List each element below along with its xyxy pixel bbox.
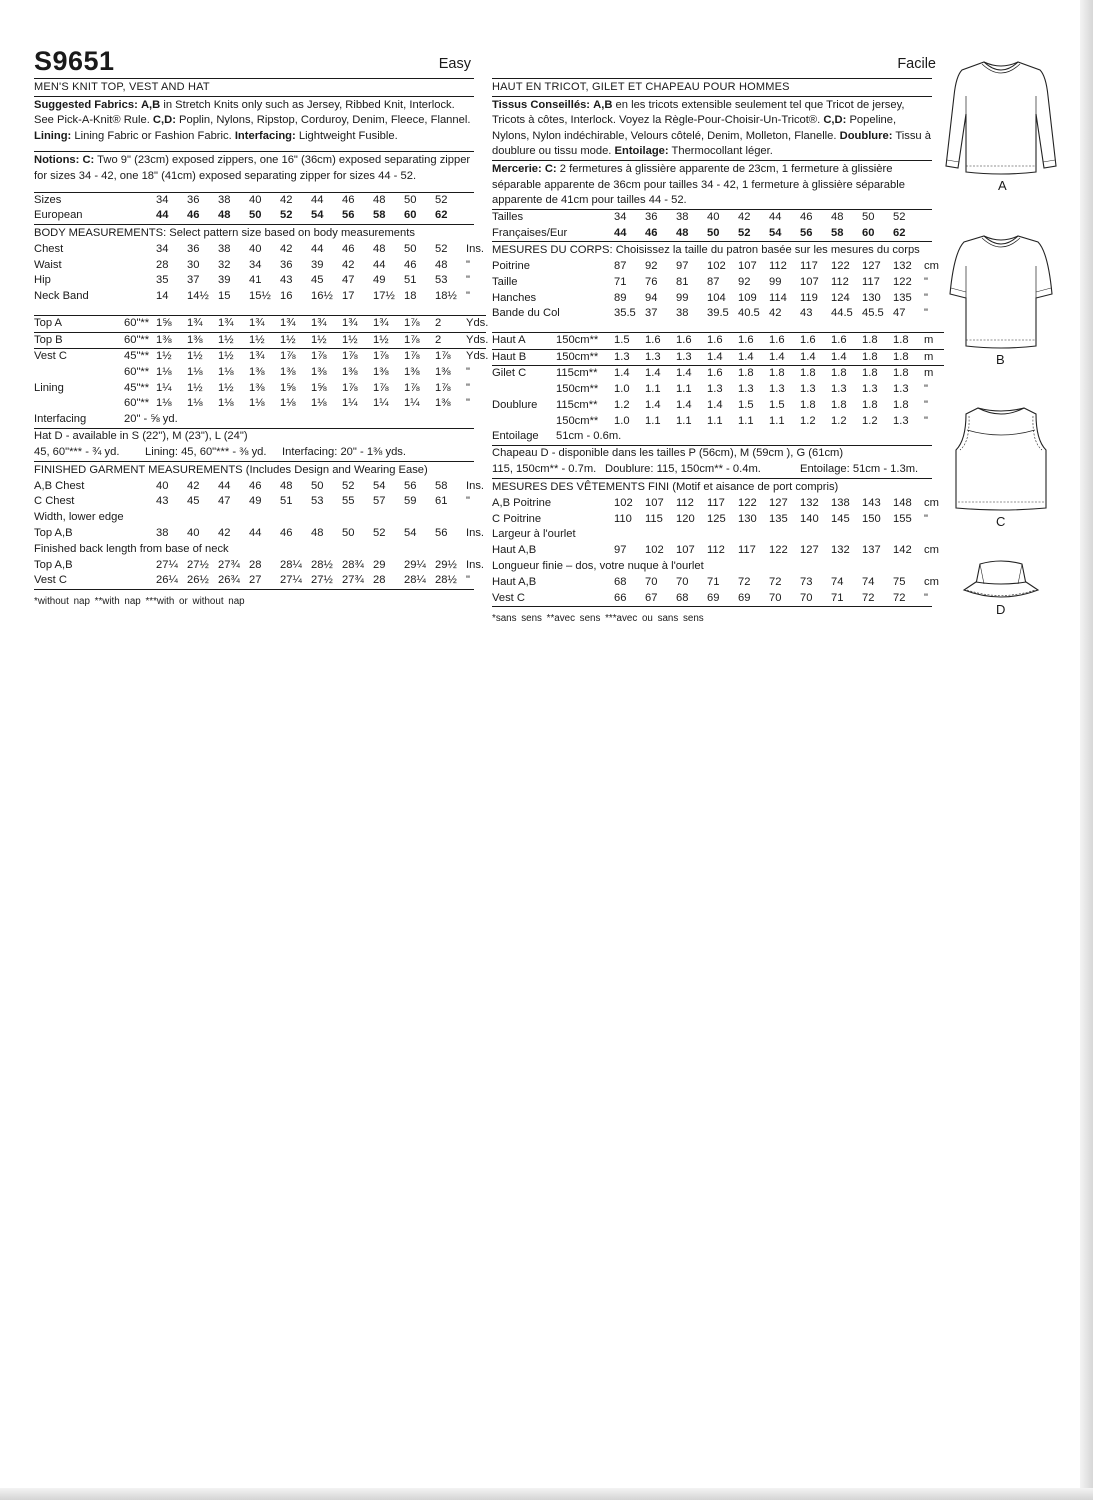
suggested-fabrics: Suggested Fabrics: A,B in Stretch Knits only such as Jersey, Ribbed Knit, Interlock. See Pick-A-Knit® Rule. C,D: Poplin, Nylons, Ripstop, Corduroy, Denim, Fleece, Flannel. Lining: Lining Fabric or Fashion Fabric. Interfacing: Lightweight Fusible. <box>34 98 471 142</box>
table-row: Neck Band 14 14½ 15 15½ 16 16½ 17 17½ 18 18½ " <box>34 290 470 303</box>
table-row: Gilet C 115cm** 1.4 1.4 1.4 1.6 1.8 1.8 1.8 1.8 1.8 1.8 m <box>492 366 944 382</box>
table-row: Top A,B 38 40 42 44 46 48 50 52 54 56 Ins. <box>34 526 485 539</box>
hat-title: Hat D - available in S (22"), M (23"), L (24") <box>34 429 248 442</box>
table-row: Chest 34 36 38 40 42 44 46 48 50 52 Ins. <box>34 242 485 255</box>
table-row: A,B Chest 40 42 44 46 48 50 52 54 56 58 Ins. <box>34 479 485 492</box>
yardage-table <box>34 315 489 428</box>
figure-label: A <box>998 178 1007 193</box>
table-row: Vest C 45"** 1½ 1½ 1½ 1¾ 1⅞ 1⅞ 1⅞ 1⅞ 1⅞ 1⅞ Yds. <box>34 349 486 365</box>
table-row: Lining 45"** 1¼ 1½ 1½ 1⅜ 1⅝ 1⅝ 1⅞ 1⅞ 1⅞ 1⅞ " <box>34 381 470 394</box>
table-row: Doublure 115cm** 1.2 1.4 1.4 1.4 1.5 1.5 1.8 1.8 1.8 1.8 " <box>492 398 928 411</box>
figure-a <box>938 56 1064 196</box>
table-row: Top A 60"** 1⅝ 1¾ 1¾ 1¾ 1¾ 1¾ 1¾ 1¾ 1⅞ 2 Yds. <box>34 315 486 332</box>
table-row: 150cm** 1.0 1.1 1.1 1.3 1.3 1.3 1.3 1.3 1.3 1.3 " <box>556 383 928 395</box>
size-table-fr <box>492 210 944 242</box>
french-header <box>492 48 936 78</box>
figure-label: B <box>996 352 1005 367</box>
interfacing-row: Entoilage 51cm - 0.6m. <box>492 430 622 443</box>
english-header <box>34 48 474 78</box>
figure-label: D <box>996 602 1006 617</box>
table-row: Top B 60"** 1⅜ 1⅜ 1½ 1½ 1½ 1½ 1½ 1½ 1⅞ 2 Yds. <box>34 332 486 349</box>
footnote: *without nap **with nap ***with or without nap <box>34 596 245 608</box>
finished-measurements-title-fr: MESURES DES VÊTEMENTS FINI (Motif et aisance de port compris) <box>492 481 839 494</box>
european-sizes-row: Françaises/Eur 44 46 48 50 52 54 56 58 60 62 <box>492 226 906 239</box>
table-row: 150cm** 1.0 1.1 1.1 1.1 1.1 1.1 1.2 1.2 1.2 1.3 " <box>556 414 928 427</box>
yardage-table-fr <box>492 332 944 445</box>
hat-yardage: 45, 60"*** - ¾ yd. Lining: 45, 60"*** - ⅜ yd. Interfacing: 20" - 1⅜ yds. <box>34 445 406 458</box>
table-row: C Poitrine 110 115 120 125 130 135 140 145 150 155 " <box>492 512 928 525</box>
back-length-title-row: Longueur finie – dos, votre nuque à l'ourlet <box>492 559 704 572</box>
bucket-hat-icon <box>938 556 1064 602</box>
pattern-title-fr: HAUT EN TRICOT, GILET ET CHAPEAU POUR HOMMES <box>492 81 790 93</box>
body-measurements-table <box>34 242 486 305</box>
width-title-row: Largeur à l'ourlet <box>492 528 576 541</box>
body-measurements-title-fr: MESURES DU CORPS: Choisissez la taille du patron basée sur les mesures du corps <box>492 244 920 257</box>
body-measurements-table-fr <box>492 259 944 322</box>
footnote-fr: *sans sens **avec sens ***avec ou sans sens <box>492 613 704 625</box>
table-row: Vest C 26¼ 26½ 26¾ 27 27¼ 27½ 27¾ 28 28¼ 28½ " <box>34 574 470 587</box>
table-row: Top A,B 27¼ 27½ 27¾ 28 28¼ 28½ 28¾ 29 29¼ 29½ Ins. <box>34 558 485 571</box>
figure-b <box>938 230 1064 370</box>
difficulty-level: Easy <box>438 56 471 72</box>
finished-measurements-table <box>34 479 486 590</box>
vest-icon <box>938 400 1064 516</box>
hat-yardage-fr: 115, 150cm** - 0.7m. Doublure: 115, 150cm** - 0.4m. Entoilage: 51cm - 1.3m. <box>492 463 919 476</box>
notions-fr: Mercerie: C: 2 fermetures à glissière apparente de 23cm, 1 fermeture à glissière séparable apparente de 36cm pour tailles 34 - 42, 1 fermeture à glissière séparable apparente de 41cm pour tailles 44 - 52. <box>492 162 905 207</box>
hat-title-fr: Chapeau D - disponible dans les tailles P (56cm), M (59cm ), G (61cm) <box>492 447 844 460</box>
table-row: Haut B 150cm** 1.3 1.3 1.3 1.4 1.4 1.4 1.4 1.4 1.8 1.8 m <box>492 349 944 366</box>
finished-measurements-table-fr <box>492 496 944 607</box>
interfacing-row: Interfacing 20" - ⅝ yd. <box>34 413 178 426</box>
figure-label: C <box>996 514 1006 529</box>
long-sleeve-top-icon <box>938 56 1064 180</box>
size-table <box>34 193 486 225</box>
table-row: Waist 28 30 32 34 36 39 42 44 46 48 " <box>34 258 470 271</box>
table-row: Haut A,B 68 70 70 71 72 72 73 74 74 75 cm <box>492 575 939 588</box>
figure-d <box>938 556 1064 620</box>
sizes-row: Sizes 34 36 38 40 42 44 46 48 50 52 <box>34 193 448 206</box>
table-row: Vest C 66 67 68 69 69 70 70 71 72 72 " <box>492 591 928 604</box>
pattern-code: S9651 <box>34 46 115 76</box>
difficulty-level-fr: Facile <box>897 56 936 72</box>
body-measurements-title: BODY MEASUREMENTS: Select pattern size based on body measurements <box>34 227 415 240</box>
figure-c <box>938 400 1064 540</box>
table-row: 60"** 1⅛ 1⅛ 1⅛ 1⅜ 1⅜ 1⅜ 1⅜ 1⅜ 1⅜ 1⅜ " <box>124 365 470 378</box>
width-title-row: Width, lower edge <box>34 511 124 524</box>
table-row: Haut A 150cm** 1.5 1.6 1.6 1.6 1.6 1.6 1.6 1.6 1.8 1.8 m <box>492 333 944 350</box>
table-row: 60"** 1⅛ 1⅛ 1⅛ 1⅛ 1⅛ 1⅛ 1¼ 1¼ 1¼ 1⅜ " <box>124 397 470 410</box>
table-row: C Chest 43 45 47 49 51 53 55 57 59 61 " <box>34 495 470 508</box>
table-row: Taille 71 76 81 87 92 99 107 112 117 122 " <box>492 275 928 288</box>
table-row: Haut A,B 97 102 107 112 117 122 127 132 137 142 cm <box>492 544 939 557</box>
european-sizes-row: European 44 46 48 50 52 54 56 58 60 62 <box>34 209 448 222</box>
sizes-row: Tailles 34 36 38 40 42 44 46 48 50 52 <box>492 210 906 223</box>
notions: Notions: C: Two 9" (23cm) exposed zippers, one 16" (36cm) exposed separating zipper for sizes 34 - 42, one 18" (41cm) exposed separating zipper for sizes 44 - 52. <box>34 154 471 182</box>
table-row: A,B Poitrine 102 107 112 117 122 127 132 138 143 148 cm <box>492 496 939 509</box>
finished-measurements-title: FINISHED GARMENT MEASUREMENTS (Includes Design and Wearing Ease) <box>34 463 428 476</box>
english-column <box>34 46 489 610</box>
table-row: Hanches 89 94 99 104 109 114 119 124 130 135 " <box>492 291 928 304</box>
suggested-fabrics-fr: Tissus Conseillés: A,B en les tricots extensible seulement tel que Tricot de jersey, Tricots à côtes, Interlock. Voyez la Règle-Pour-Choisir-Un-Tricot®. C,D: Popeline, Nylons, Nylon indéchirable, Velours côtelé, Denim, Molleton, Flanelle. Doublure: Tissu à doublure ou tissu mode. Entoilage: Thermocollant léger. <box>492 98 931 158</box>
table-row: Poitrine 87 92 97 102 107 112 117 122 127 132 cm <box>492 260 939 273</box>
back-length-title-row: Finished back length from base of neck <box>34 542 229 555</box>
pattern-title: MEN'S KNIT TOP, VEST AND HAT <box>34 81 210 93</box>
short-sleeve-top-icon <box>938 230 1064 354</box>
table-row: Hip 35 37 39 41 43 45 47 49 51 53 " <box>34 274 470 287</box>
french-column <box>492 48 939 627</box>
table-row: Bande du Col 35.5 37 38 39.5 40.5 42 43 44.5 45.5 47 " <box>492 307 928 320</box>
